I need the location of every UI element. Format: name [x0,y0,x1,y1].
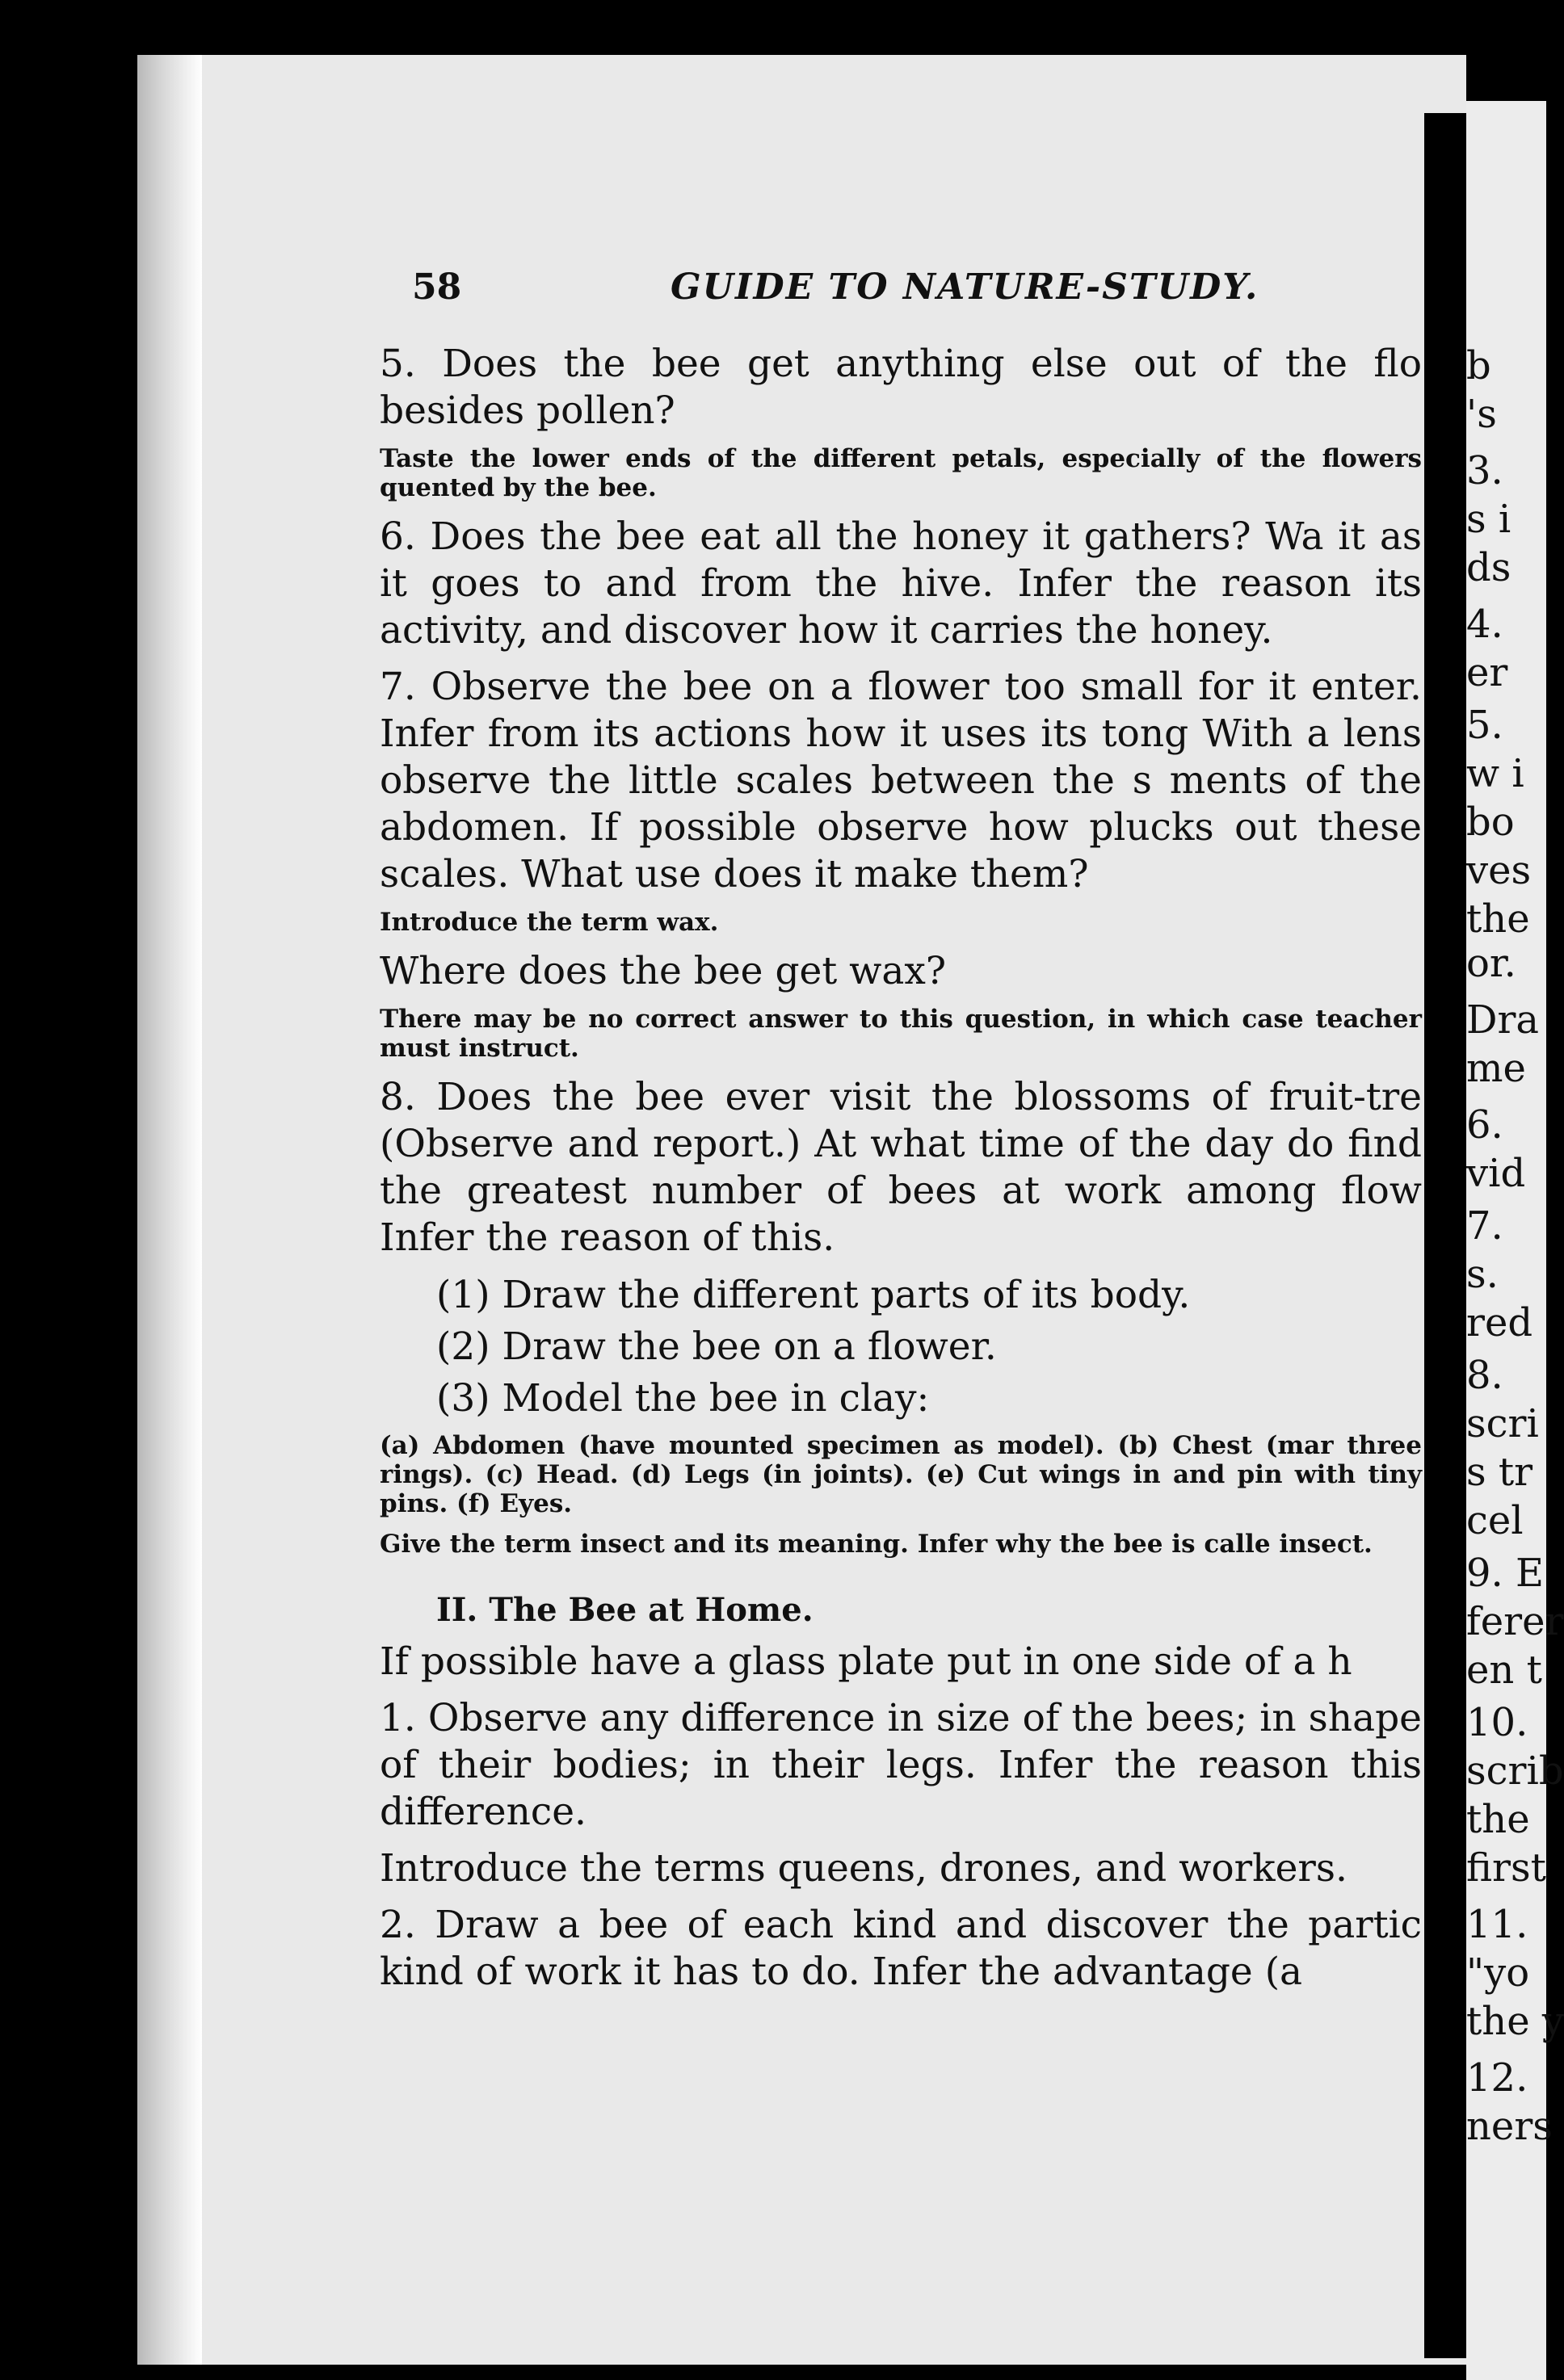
facing-page [1466,101,1564,2380]
teacher-note: Taste the lower ends of the different petals, especially of the flowers quented by the bee. [380,444,1422,502]
page-header [380,258,1422,331]
left-page-content [380,258,1422,2005]
facing-fragment: s i [1466,497,1511,542]
facing-fragment: the y [1466,1999,1564,2044]
facing-fragment: scri [1466,1401,1539,1446]
facing-fragment: er [1466,650,1508,695]
facing-fragment: 5. [1466,703,1503,748]
facing-fragment: red [1466,1300,1533,1345]
facing-fragment: the [1466,1797,1530,1842]
facing-fragment: s tr [1466,1450,1533,1495]
question-1: 1. Observe any difference in size of the bees; in shape of their bodies; in their legs. Infer the reason this difference. [380,1696,1422,1834]
facing-fragment: vid [1466,1151,1526,1196]
question-2: 2. Draw a bee of each kind and discover the partic kind of work it has to do. Infer the advantage (a [380,1903,1422,1994]
facing-fragment: first [1466,1845,1546,1891]
facing-fragment: 9. E [1466,1551,1545,1596]
facing-fragment: s. [1466,1252,1499,1297]
running-head: GUIDE TO NATURE-STUDY. [671,267,1259,308]
question-6: 6. Does the bee eat all the honey it gathers? Wa it as it goes to and from the hive. Infer the reason its activity, and discover how it carries the honey. [380,514,1422,653]
teacher-note: There may be no correct answer to this question, in which case teacher must instruct. [380,1005,1422,1063]
facing-fragment: b [1466,343,1491,388]
facing-fragment: Dra [1466,997,1540,1043]
list-item: (1) Draw the different parts of its body. [436,1273,1191,1317]
facing-fragment: ds [1466,545,1511,590]
facing-fragment: 6. [1466,1102,1503,1148]
facing-fragment: "yo [1466,1950,1530,1996]
facing-fragment: 's [1466,392,1497,437]
section-heading: II. The Bee at Home. [436,1591,814,1629]
model-instructions: (a) Abdomen (have mounted specimen as model). (b) Chest (mar three rings). (c) Head. (d) Legs (in joints). (e) Cut wings in and pin with tiny pins. (f) Eyes. [380,1431,1422,1518]
teacher-note: Introduce the term wax. [380,908,719,937]
paragraph-glass-plate: If possible have a glass plate put in one side of a h [380,1639,1352,1684]
question-wax: Where does the bee get wax? [380,949,947,993]
facing-fragment: 4. [1466,602,1503,647]
facing-fragment: 7. [1466,1203,1503,1249]
facing-fragment: me [1466,1046,1526,1091]
question-7: 7. Observe the bee on a flower too small for it enter. Infer from its actions how it uses its tong With a lens observe the little scales between the s ments of the abdomen. If possible observe how plucks out these scales. What use does it make them? [380,665,1422,896]
terms-intro: Introduce the terms queens, drones, and workers. [380,1846,1347,1891]
facing-fragment: en t [1466,1648,1542,1693]
facing-fragment: 8. [1466,1353,1503,1398]
facing-fragment: ners [1466,2104,1553,2149]
list-item: (3) Model the bee in clay: [436,1376,930,1421]
facing-fragment: 11. [1466,1902,1528,1947]
question-5: 5. Does the bee get anything else out of the flo besides pollen? [380,342,1422,433]
facing-fragment: ves [1466,848,1532,893]
facing-fragment: bo [1466,800,1515,845]
page-number: 58 [412,267,462,308]
facing-fragment: 3. [1466,448,1503,493]
book-spine-shadow [1424,113,1466,2358]
facing-fragment: cel [1466,1498,1524,1543]
facing-fragment: scrib [1466,1748,1564,1794]
facing-fragment: w i [1466,751,1524,796]
teacher-note: Give the term insect and its meaning. Infer why the bee is calle insect. [380,1530,1373,1559]
list-item: (2) Draw the bee on a flower. [436,1324,997,1369]
facing-fragment: ferer [1466,1599,1564,1644]
facing-fragment: 12. [1466,2055,1528,2101]
facing-fragment: 10. [1466,1700,1528,1745]
page-edge-shading [137,55,202,2365]
facing-fragment: the [1466,896,1530,942]
question-8: 8. Does the bee ever visit the blossoms of fruit-tre (Observe and report.) At what time of the day do find the greatest number of bees at work among flow Infer the reason of this. [380,1075,1422,1260]
facing-fragment: or. [1466,941,1516,986]
